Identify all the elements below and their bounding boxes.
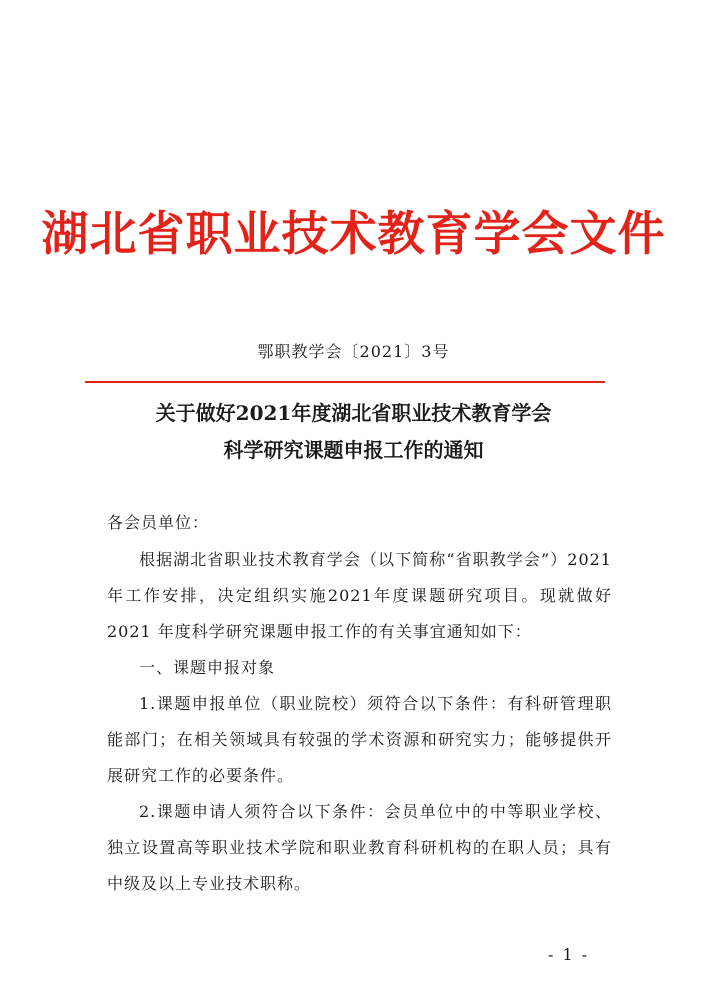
intro-paragraph: 根据湖北省职业技术教育学会（以下简称“省职教学会”）2021年工作安排，决定组织实施2021年度课题研究项目。现就做好 2021 年度科学研究课题申报工作的有关事宜通知如下： <box>107 550 612 641</box>
page-number: - 1 - <box>548 945 590 964</box>
section-heading-1: 一、课题申报对象 <box>139 658 276 677</box>
list-item: 1.课题申报单位（职业院校）须符合以下条件：有科研管理职能部门；在相关领域具有较强的学术资源和研究实力；能够提供开展研究工作的必要条件。 <box>107 694 612 785</box>
notice-title-line-1: 关于做好2021年度湖北省职业技术教育学会 <box>155 401 552 425</box>
salutation: 各会员单位： <box>107 513 210 532</box>
list-item: 2.课题申请人须符合以下条件：会员单位中的中等职业学校、独立设置高等职业技术学院和职业教育科研机构的在职人员；具有中级及以上专业技术职称。 <box>107 802 612 893</box>
document-body <box>107 505 612 902</box>
issuer-header-title: 湖北省职业技术教育学会文件 <box>41 207 666 262</box>
notice-title-line-2: 科学研究课题申报工作的通知 <box>223 438 484 462</box>
document-number: 鄂职教学会〔2021〕3号 <box>257 342 450 361</box>
red-divider-line <box>85 381 605 383</box>
